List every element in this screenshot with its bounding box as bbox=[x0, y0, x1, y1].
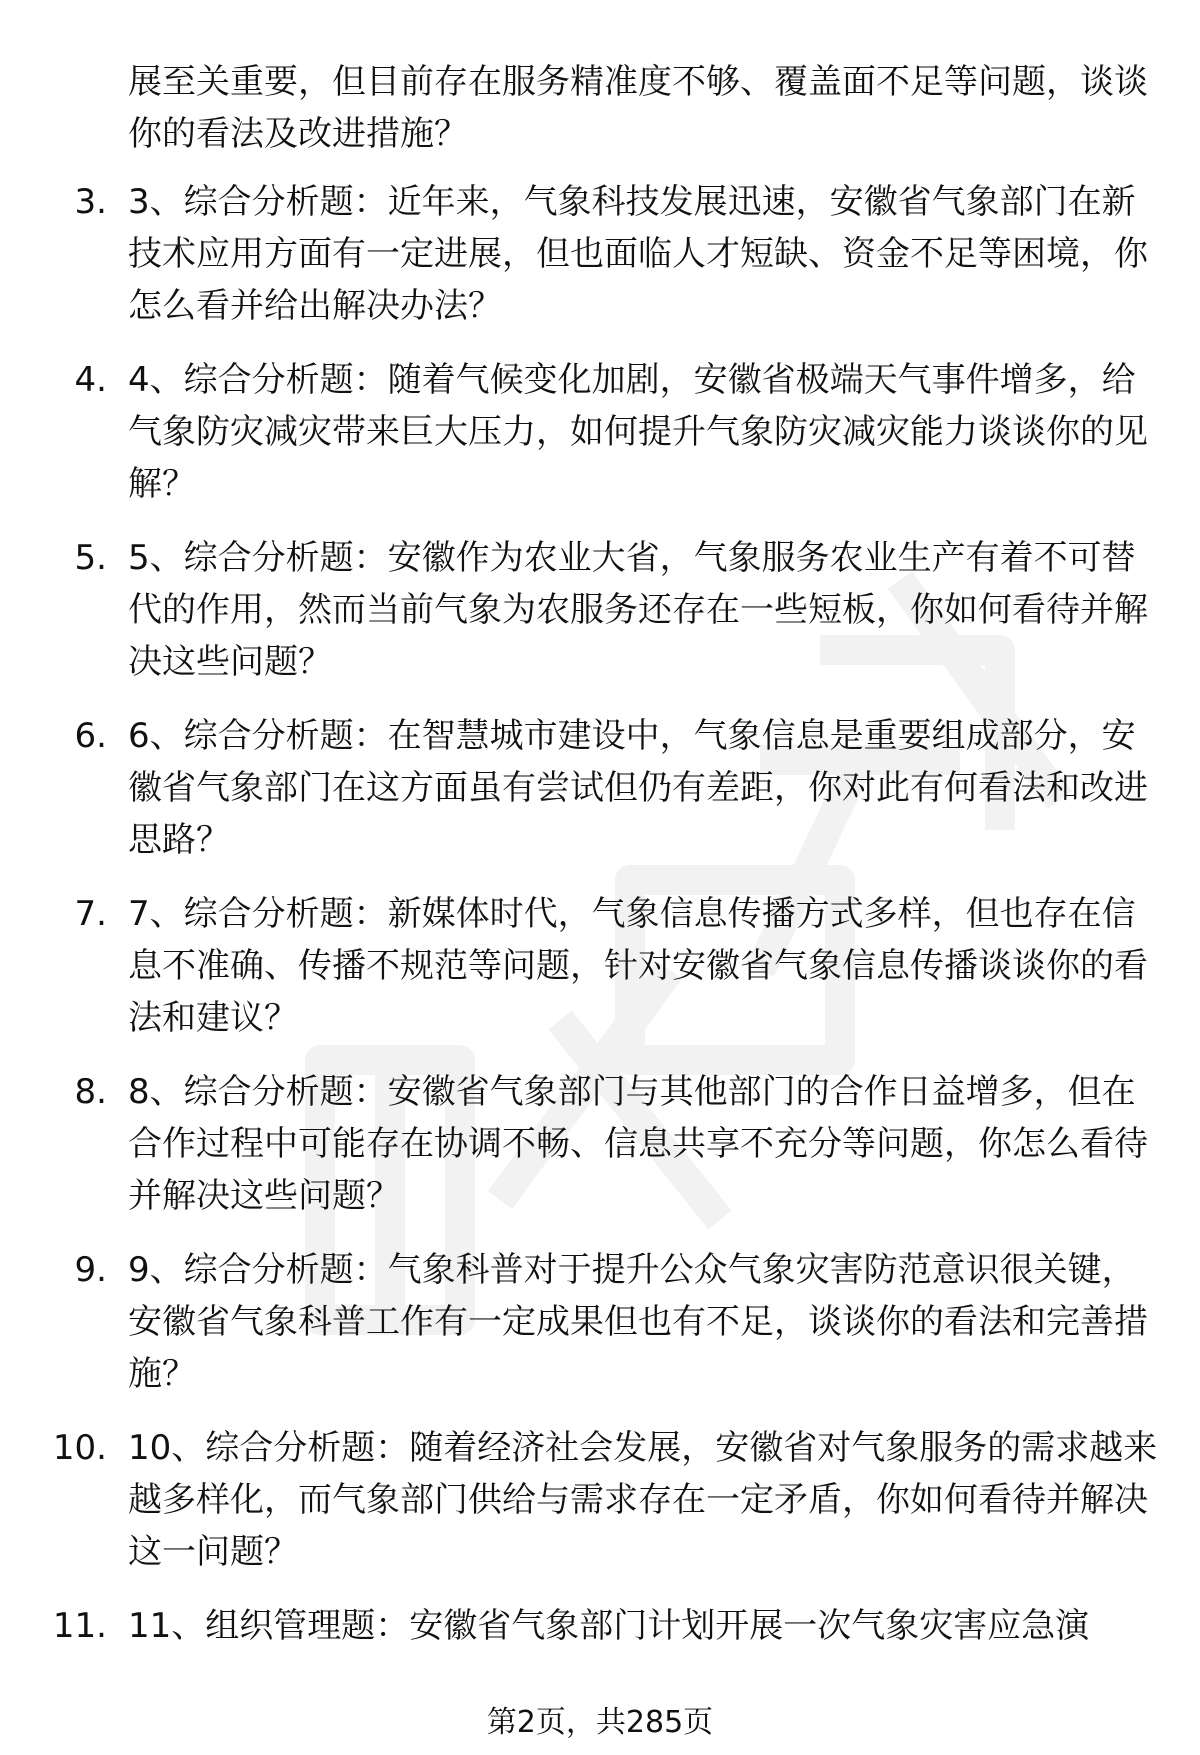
item-text: 6、综合分析题：在智慧城市建设中，气象信息是重要组成部分，安徽省气象部门在这方面虽有尝试但仍有差距，你对此有何看法和改进思路？ bbox=[128, 716, 1148, 860]
item-text: 4、综合分析题：随着气候变化加剧，安徽省极端天气事件增多，给气象防灾减灾带来巨大压力，如何提升气象防灾减灾能力谈谈你的见解？ bbox=[128, 360, 1148, 504]
item-number: 3. bbox=[74, 182, 107, 222]
item-text: 11、组织管理题：安徽省气象部门计划开展一次气象灾害应急演 bbox=[128, 1606, 1090, 1646]
item-number: 9. bbox=[74, 1250, 107, 1290]
continuation-paragraph: 展至关重要，但目前存在服务精准度不够、覆盖面不足等问题，谈谈你的看法及改进措施？ bbox=[128, 62, 1148, 154]
item-number: 8. bbox=[74, 1072, 107, 1112]
page-footer: 第2页，共285页 bbox=[486, 1705, 714, 1740]
item-number: 4. bbox=[74, 360, 107, 400]
item-text: 9、综合分析题：气象科普对于提升公众气象灾害防范意识很关键，安徽省气象科普工作有一定成果但也有不足，谈谈你的看法和完善措施？ bbox=[128, 1250, 1148, 1394]
item-number: 5. bbox=[74, 538, 107, 578]
item-text: 8、综合分析题：安徽省气象部门与其他部门的合作日益增多，但在合作过程中可能存在协调不畅、信息共享不充分等问题，你怎么看待并解决这些问题？ bbox=[128, 1072, 1148, 1216]
item-number: 11. bbox=[52, 1606, 107, 1646]
item-text: 5、综合分析题：安徽作为农业大省，气象服务农业生产有着不可替代的作用，然而当前气象为农服务还存在一些短板，你如何看待并解决这些问题？ bbox=[128, 538, 1148, 682]
item-number: 6. bbox=[74, 716, 107, 756]
item-number: 7. bbox=[74, 894, 107, 934]
item-text: 3、综合分析题：近年来，气象科技发展迅速，安徽省气象部门在新技术应用方面有一定进展，但也面临人才短缺、资金不足等困境，你怎么看并给出解决办法？ bbox=[128, 182, 1148, 326]
item-text: 7、综合分析题：新媒体时代，气象信息传播方式多样，但也存在信息不准确、传播不规范等问题，针对安徽省气象信息传播谈谈你的看法和建议？ bbox=[128, 894, 1148, 1038]
item-number: 10. bbox=[52, 1428, 107, 1468]
item-text: 10、综合分析题：随着经济社会发展，安徽省对气象服务的需求越来越多样化，而气象部门供给与需求存在一定矛盾，你如何看待并解决这一问题？ bbox=[128, 1428, 1158, 1572]
